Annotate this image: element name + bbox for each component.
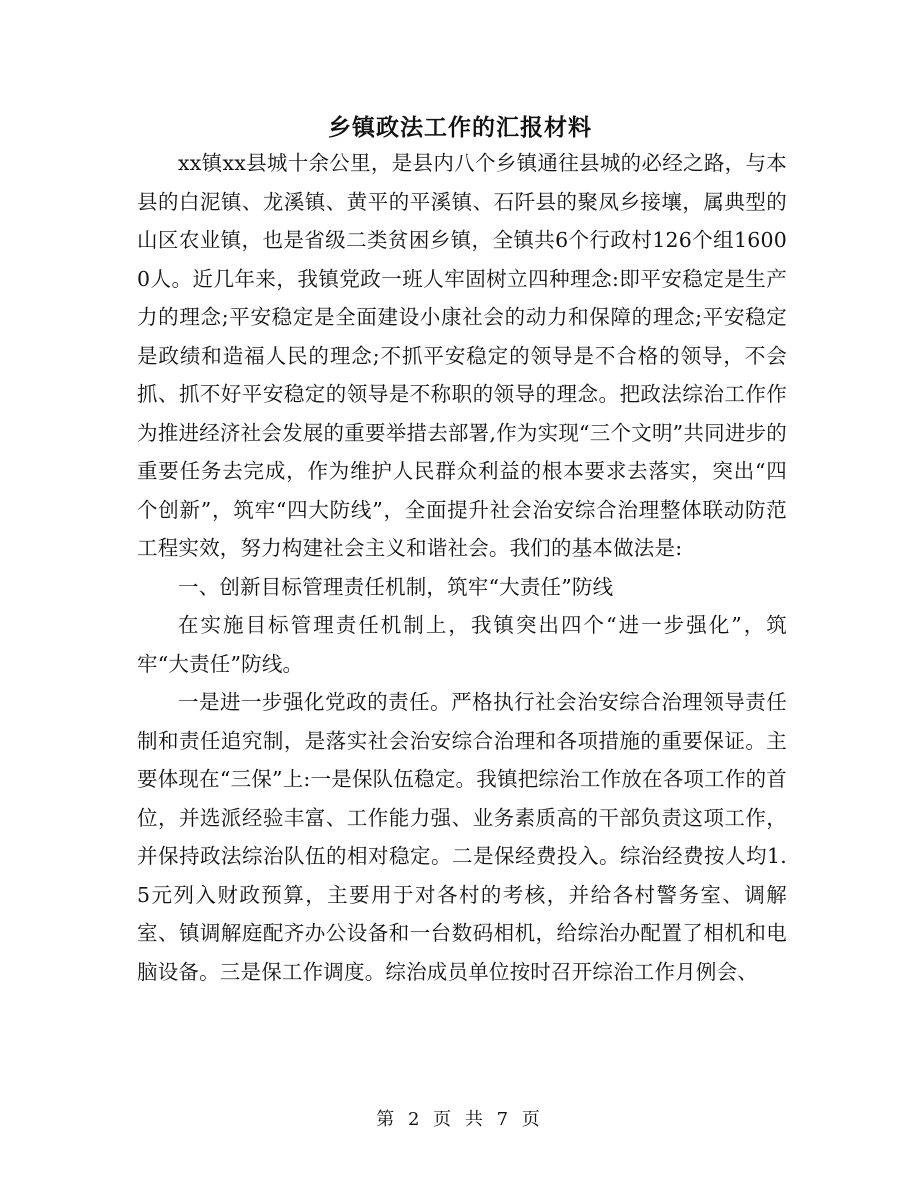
paragraph-intro: xx镇xx县城十余公里，是县内八个乡镇通往县城的必经之路，与本县的白泥镇、龙溪镇、黄平的平溪镇、石阡县的聚凤乡接壤，属典型的山区农业镇，也是省级二类贫困乡镇，全镇共6个行政村126个组16000人。近几年来，我镇党政一班人牢固树立四种理念:即平安稳定是生产力的理念;平安稳定是全面建设小康社会的动力和保障的理念;平安稳定是政绩和造福人民的理念;不抓平安稳定的领导是不合格的领导，不会抓、抓不好平安稳定的领导是不称职的领导的理念。把政法综治工作作为推进经济社会发展的重要举措去部署,作为实现“三个文明”共同进步的重要任务去完成，作为维护人民群众利益的根本要求去落实，突出“四个创新”，筑牢“四大防线”，全面提升社会治安综合治理整体联动防范工程实效，努力构建社会主义和谐社会。我们的基本做法是: [137, 151, 787, 560]
section-heading-1: 一、创新目标管理责任机制，筑牢“大责任”防线 [178, 574, 614, 599]
page-number-footer: 第 2 页 共 7 页 [376, 1109, 544, 1130]
paragraph-party-responsibility: 一是进一步强化党政的责任。严格执行社会治安综合治理领导责任制和责任追究制，是落实社会治安综合治理和各项措施的重要保证。主要体现在“三保”上:一是保队伍稳定。我镇把综治工作放在各项工作的首位，并选派经验丰富、工作能力强、业务素质高的干部负责这项工作，并保持政法综治队伍的相对稳定。二是保经费投入。综治经费按人均1.5元列入财政预算，主要用于对各村的考核，并给各村警务室、调解室、镇调解庭配齐办公设备和一台数码相机，给综治办配置了相机和电脑设备。三是保工作调度。综治成员单位按时召开综治工作月例会、 [137, 690, 787, 984]
page-title: 乡镇政法工作的汇报材料 [328, 114, 592, 141]
document-body [137, 144, 787, 991]
paragraph-section-1-intro: 在实施目标管理责任机制上，我镇突出四个“进一步强化”，筑牢“大责任”防线。 [137, 613, 787, 676]
